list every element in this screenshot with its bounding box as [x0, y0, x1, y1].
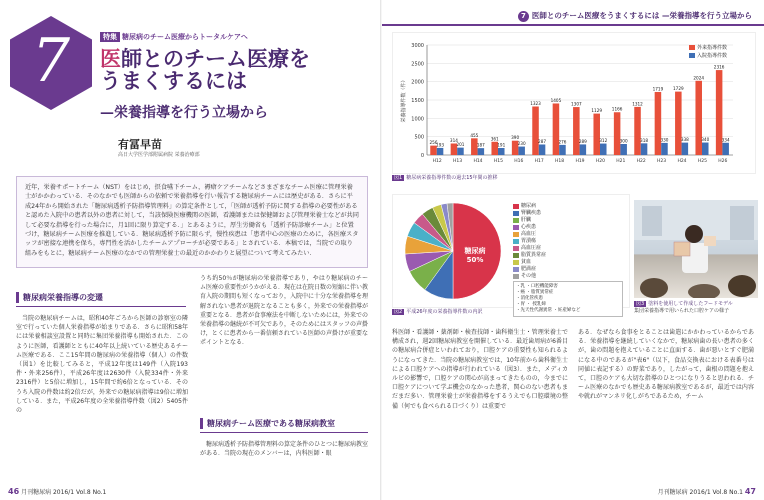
legend-label: 腎臓疾患 [521, 210, 542, 216]
figure-2-tag: 図2 [394, 309, 403, 315]
data-label: 300 [619, 138, 628, 144]
author-affiliation: 高日大学医学部附属病院 栄養治療部 [118, 152, 200, 158]
x-tick-label: H17 [534, 159, 544, 164]
x-tick-label: H21 [616, 159, 626, 164]
data-label: 312 [599, 138, 608, 144]
legend-swatch [689, 53, 695, 58]
page-number: 47 [744, 487, 756, 496]
pie-legend-item [513, 231, 546, 238]
body-column-4 [578, 328, 754, 478]
bar-inpatient [641, 143, 648, 155]
pie-note-line: ・癌 ・脂質異常症 [516, 290, 554, 295]
bar-inpatient [580, 144, 587, 155]
pie-legend-item [513, 217, 546, 224]
bar-inpatient [600, 144, 607, 155]
figure-1-caption-text: 糖尿病栄養指導件数の過去15年間の推移 [406, 175, 498, 181]
legend-label: 肥満症 [521, 266, 537, 272]
journal-name: 月刊糖尿病 2016/1 Vol.8 No.1 [21, 489, 107, 496]
journal-name: 月刊糖尿病 2016/1 Vol.8 No.1 [657, 489, 743, 496]
x-tick-label: H14 [473, 159, 483, 164]
running-header [518, 10, 752, 22]
pie-legend-item [513, 203, 546, 210]
footer-left [8, 487, 106, 496]
data-label: 289 [578, 138, 587, 144]
data-label: 330 [660, 137, 669, 143]
legend-label: 貧血 [521, 259, 532, 265]
legend-swatch [513, 204, 519, 209]
legend-swatch [513, 211, 519, 216]
bar-inpatient [518, 147, 525, 155]
title-line1: 師とのチーム医療を [121, 46, 310, 71]
data-label: 1719 [652, 86, 664, 92]
x-tick-label: H24 [677, 159, 687, 164]
x-tick-label: H13 [453, 159, 463, 164]
figure-2-caption [392, 308, 483, 315]
right-page [382, 0, 764, 500]
bar-inpatient [682, 143, 689, 155]
x-tick-label: H25 [697, 159, 707, 164]
pie-notes [516, 284, 620, 314]
intro-box: 近年，栄養サポートチーム（NST）をはじめ，摂食嚥下チーム，褥瘡ケアチームなどさまざまなチーム医療に管理栄養士がかかわっている．そのなかでも医師からの依頼で栄養指導を行い報告する糖尿病チームには歴史がある．さらに平成24年から開始された「糖尿病透析予防指導管理料」の算定条件として，「医師が透析予防に関する指導の必要性があると認めた入院中の患者以外の患者に対して，当該保険医療機関の医師，看護師または保健師および管理栄養士などが共同して必要な指導を行った場合に，月1回に限り算定する．」とあるように，厚生労働省も「透析予防診療チーム」と位置づけ，糖尿病チーム医療を推進している．糖尿病透析予防に限らず，慢性疾患は「患者中心の医療のために，各医療スタッフが密接な連携を保ち，専門性を活かしたチームアプローチが必要である」とされている．本稿では，当院での取り組みをもとに，糖尿病チーム医療のなかでの管理栄養士の最近のかかわりと展望について考えてみたい． [16, 176, 368, 268]
bar-inpatient [620, 144, 627, 155]
page-number: 46 [8, 487, 20, 496]
paragraph: 糖尿病透析予防指導管理料の算定条件のひとつに糖尿病教室がある．当院の現在のメンバーは，内科医師・眼 [200, 441, 368, 458]
bar-inpatient [722, 143, 729, 155]
legend-label: 入院指導件数 [697, 53, 728, 59]
data-label: 1323 [530, 100, 541, 106]
x-tick-label: H12 [432, 159, 442, 164]
data-label: 390 [511, 135, 520, 141]
data-label: 455 [470, 132, 479, 138]
header-text: 医師とのチーム医療をうまくするには —栄養指導を行う立場から [531, 11, 752, 20]
pie-legend-item [513, 245, 546, 252]
legend-label: 糖尿病 [521, 203, 537, 209]
legend-swatch [513, 225, 519, 230]
bar-inpatient [559, 145, 566, 155]
figure-3-subcaption: 集団栄養指導で用いられた口腔ケアの様子 [634, 308, 730, 314]
data-label: 2316 [713, 64, 725, 70]
legend-swatch [513, 274, 519, 279]
data-label: 338 [680, 137, 689, 143]
title-line2: うまくするには [100, 68, 247, 93]
y-tick-label: 500 [414, 134, 424, 141]
data-label: 1129 [591, 108, 603, 114]
bar-chart [393, 33, 755, 173]
x-tick-label: H20 [595, 159, 605, 164]
pie-legend-item [513, 238, 546, 245]
pie-legend-item [513, 224, 546, 231]
x-tick-label: H18 [555, 159, 565, 164]
pie-chart [395, 196, 515, 306]
series-label [100, 32, 248, 42]
figure-1-tag: 図1 [394, 175, 403, 181]
legend-label: 心疾患 [521, 224, 537, 230]
data-label: 230 [517, 141, 526, 147]
figure-3-caption-text: 塗料を使用して作成したフードモデル [648, 301, 733, 307]
legend-label: 外来指導件数 [697, 45, 728, 51]
author-name: 有冨早苗 [118, 138, 162, 151]
article-subtitle: —栄養指導を行う立場から [100, 105, 268, 121]
body-column-2b [200, 440, 368, 480]
x-tick-label: H19 [575, 159, 585, 164]
legend-swatch [513, 232, 519, 237]
figure-3-caption [634, 300, 733, 307]
paragraph: 科医師・看護師・薬剤師・検査技師・歯科衛生士・管理栄養士で構成され，週2回糖尿病教室を開催している．最近歯周病が6番目の糖尿病合併症といわれており，口腔ケアの重要性も知られるようになってきた．当院の糖尿病教室では，10年前から歯科衛生士による口腔ケアへの指導が行われている（図3）．また，メディカルビの影響で，口腔ケアの関心が高まってきたものの，今までに口腔ケアについて学ぶ機会のなかった患者，関心のない患者もまだまだ多い．管理栄養士が栄養指導をするうえでも口腔環境の整備（何でも食べられる口づくり）は重要で [392, 329, 568, 410]
header-badge: 7 [518, 11, 529, 22]
figure-3-tag: 図3 [636, 301, 645, 307]
bar-outpatient [634, 107, 641, 155]
bar-outpatient [553, 103, 560, 155]
data-label: 318 [640, 137, 649, 143]
article-title [100, 48, 370, 92]
pie-legend-item [513, 266, 546, 273]
bar-inpatient [702, 143, 709, 155]
section-heading-2: 糖尿病チーム医療である糖尿病教室 [200, 418, 335, 429]
x-tick-label: H16 [514, 159, 524, 164]
classroom-illustration [634, 200, 758, 298]
pie-note-line: ・先天性代謝異常 ・妊産婦など [516, 308, 581, 313]
legend-swatch [513, 218, 519, 223]
paragraph: 当院の糖尿病チームは，昭和40年ごろから医師の診察室の隣室で行っていた個人栄養指導が始まりである．さらに昭和58年には栄養相談室設置と同時に集団栄養指導も開始された．このように医師，看護師とともに40年以上続いている歴史あるチーム医療である．ここ15年間の糖尿病の栄養指導（個人）の件数（図1）を比較してみると，平成12年度は149件（入院193件・外来256件），平成26年度は2630件（入院334件・外来2316件）と5倍に増加し，15年間で約6倍となっている．そのうち入院の件数は約2倍だが，外来での糖尿病指導は9倍に増加している．また，平成26年度の全栄養指導件数（図2）5405件の [16, 315, 188, 415]
title-first-char: 医 [100, 46, 121, 71]
pie-note-line: ・乳 ・口腔機能障害 [516, 284, 558, 289]
y-tick-label: 3000 [411, 43, 424, 49]
bar-inpatient [478, 148, 485, 155]
section-heading-1: 糖尿病栄養指導の変遷 [16, 292, 103, 303]
bar-outpatient [593, 114, 600, 155]
chapter-number: 7 [31, 26, 71, 96]
y-tick-label: 0 [420, 153, 424, 159]
paragraph: ある．なぜなら食事をとることは歯遣にかかわっているからである．栄養指導を継続していくなかで，糖尿病歯の長い患者の多くが，歯の問題を抱えていることに直面する．歯が悪いとすぐ肥満になる中のであるが"表6"（以下，食品交換表における表番号は同値に表記する）の野菜であり，したがって，歯根の問題を抱えて，口腔のケアも大切な指導のひとつになりうると思われる．チーム医療のなかでも歴史ある糖尿病教室であるが，最近では内容や就れがマンネリ化しがちであるため，チーム [578, 329, 754, 401]
data-label: 193 [436, 142, 445, 148]
data-label: 1307 [570, 101, 582, 107]
figure-3-photo [634, 200, 758, 298]
y-tick-label: 1000 [411, 116, 424, 123]
figure-2-caption-text: 平成26年度の栄養指導件数の内訳 [406, 309, 483, 315]
y-tick-label: 2000 [411, 79, 424, 86]
pie-note-box [513, 281, 623, 317]
data-label: 201 [456, 142, 465, 148]
pie-legend-item [513, 252, 546, 259]
bar-outpatient [695, 81, 702, 155]
data-label: 1166 [611, 106, 623, 112]
y-tick-label: 2500 [411, 61, 424, 68]
section-rule-2 [200, 432, 368, 433]
bar-outpatient [675, 92, 682, 155]
paragraph: うち約50％が糖尿病の栄養指導であり，やはり糖尿病のチーム医療の重要性がうかがえる．現在は在院日数の短縮に伴い教育入院の期間も短くなっており，入院中に十分な栄養指導を理解されない患者が退院となることも多く，外来での栄養指導が重要となる．患者が食事療法を中断しないためには，外来での栄養指導の継続が不可欠であり，そのためにはスタッフの声掛け，とくに患者から一番信頼されている医師の声掛けが重要なポイントとなる． [200, 275, 369, 347]
legend-label: 高血圧症 [521, 245, 542, 251]
data-label: 1405 [550, 97, 562, 103]
legend-label: 肝臓 [521, 217, 532, 223]
data-label: 191 [497, 142, 506, 148]
pie-legend [513, 203, 546, 280]
y-tick-label: 1500 [411, 98, 424, 104]
data-label: 2024 [693, 75, 705, 81]
data-label: 334 [721, 137, 730, 143]
bar-outpatient [573, 107, 580, 155]
legend-label: 脂質異常症 [521, 252, 547, 258]
data-label: 1729 [672, 86, 684, 92]
pie-legend-item [513, 259, 546, 266]
bar-inpatient [661, 143, 668, 155]
x-tick-label: H22 [636, 159, 646, 164]
data-label: 1312 [632, 101, 643, 107]
pie-legend-item [513, 273, 546, 280]
bar-outpatient [614, 112, 621, 155]
bar-inpatient [437, 148, 444, 155]
x-tick-label: H26 [718, 159, 728, 164]
data-label: 276 [558, 139, 567, 145]
body-column-3 [392, 328, 568, 478]
body-column-1 [16, 314, 188, 474]
legend-label: その他 [521, 273, 537, 279]
bar-inpatient [539, 144, 546, 155]
header-rule [382, 24, 764, 26]
body-column-2 [200, 274, 368, 394]
data-label: 187 [476, 142, 485, 148]
legend-swatch [513, 239, 519, 244]
data-label: 287 [538, 138, 547, 144]
footer-right [658, 487, 756, 496]
pie-center-value: 50% [466, 256, 484, 264]
y-axis-label: 栄養指導件数（件） [401, 77, 407, 123]
bar-inpatient [498, 148, 505, 155]
legend-label: 高血圧 [521, 231, 537, 237]
pie-note-line: ・消化管疾患 [516, 296, 543, 301]
x-tick-label: H15 [493, 159, 503, 164]
series-text: 糖尿病のチーム医療からトータルケアへ [122, 33, 248, 41]
bar-outpatient [532, 106, 539, 155]
pie-note-line: ・胃 ・ 授乳婦 [516, 302, 546, 307]
series-tag: 特集 [100, 32, 120, 42]
data-label: 256 [429, 140, 438, 146]
legend-swatch [513, 253, 519, 258]
data-label: 314 [449, 137, 458, 143]
legend-swatch [513, 267, 519, 272]
legend-label: 胃潰瘍 [521, 238, 537, 244]
figure-1-caption [392, 174, 498, 181]
bar-outpatient [655, 92, 662, 155]
legend-swatch [513, 246, 519, 251]
section-rule-1 [16, 306, 186, 307]
legend-swatch [513, 260, 519, 265]
x-tick-label: H23 [657, 159, 667, 164]
bar-inpatient [457, 148, 464, 155]
data-label: 340 [701, 137, 710, 143]
figure-1 [392, 32, 756, 174]
pie-center-label: 糖尿病 [464, 247, 486, 255]
pie-legend-item [513, 210, 546, 217]
legend-swatch [689, 45, 695, 50]
data-label: 361 [490, 136, 499, 142]
